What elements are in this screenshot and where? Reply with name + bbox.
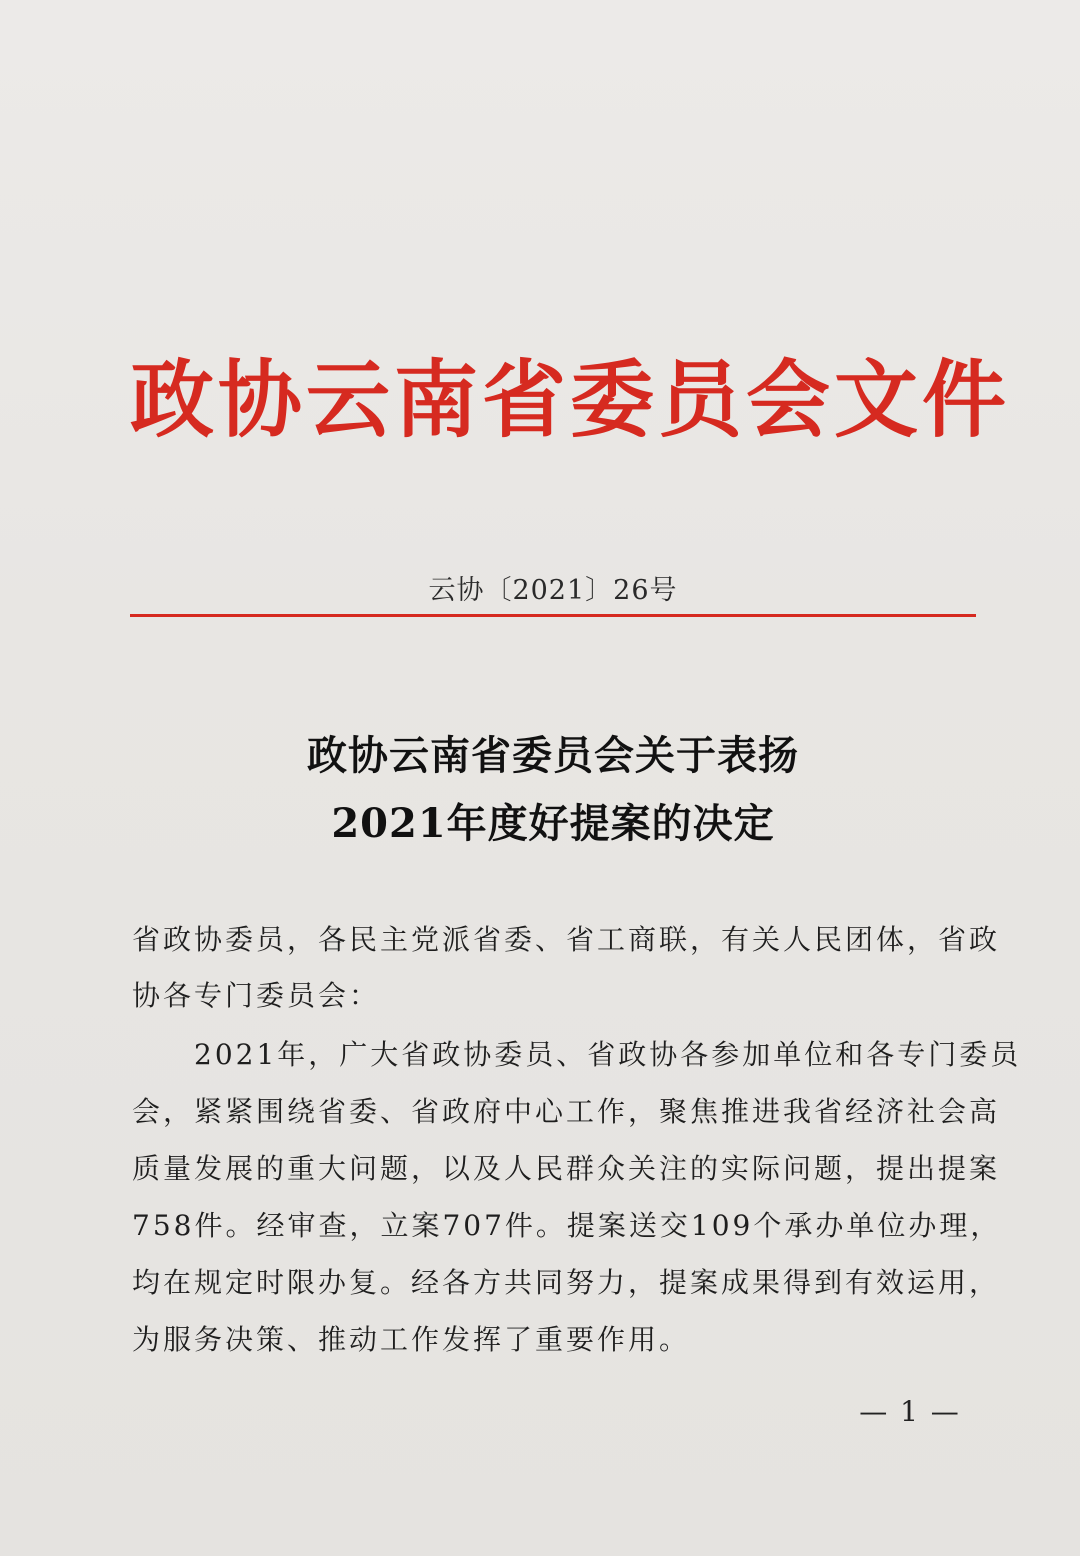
body-line-5: 均在规定时限办复。经各方共同努力，提案成果得到有效运用，: [132, 1266, 1001, 1299]
salutation: [132, 912, 1001, 1024]
document-number: 云协〔2021〕26号: [428, 575, 678, 606]
body-line-1: 2021年，广大省政协委员、省政协各参加单位和各专门委员: [132, 1038, 1022, 1071]
salutation-line-1: 省政协委员，各民主党派省委、省工商联，有关人民团体，省政: [132, 923, 1001, 956]
page-number: — 1 —: [859, 1395, 961, 1428]
body-line-4: 758件。经审查，立案707件。提案送交109个承办单位办理，: [132, 1209, 1002, 1242]
salutation-line-2: 协各专门委员会：: [132, 979, 381, 1012]
document-masthead: 政协云南省委员会文件: [130, 350, 1011, 449]
body-line-3: 质量发展的重大问题，以及人民群众关注的实际问题，提出提案: [132, 1152, 1001, 1185]
body-line-2: 会，紧紧围绕省委、省政府中心工作，聚焦推进我省经济社会高: [132, 1095, 1001, 1128]
body-paragraph: [132, 1026, 1022, 1368]
body-line-6: 为服务决策、推动工作发挥了重要作用。: [132, 1323, 691, 1356]
document-title: [130, 722, 976, 858]
red-separator-line: [130, 614, 976, 617]
title-line-2: 2021年度好提案的决定: [331, 800, 775, 847]
title-line-1: 政协云南省委员会关于表扬: [307, 732, 799, 779]
